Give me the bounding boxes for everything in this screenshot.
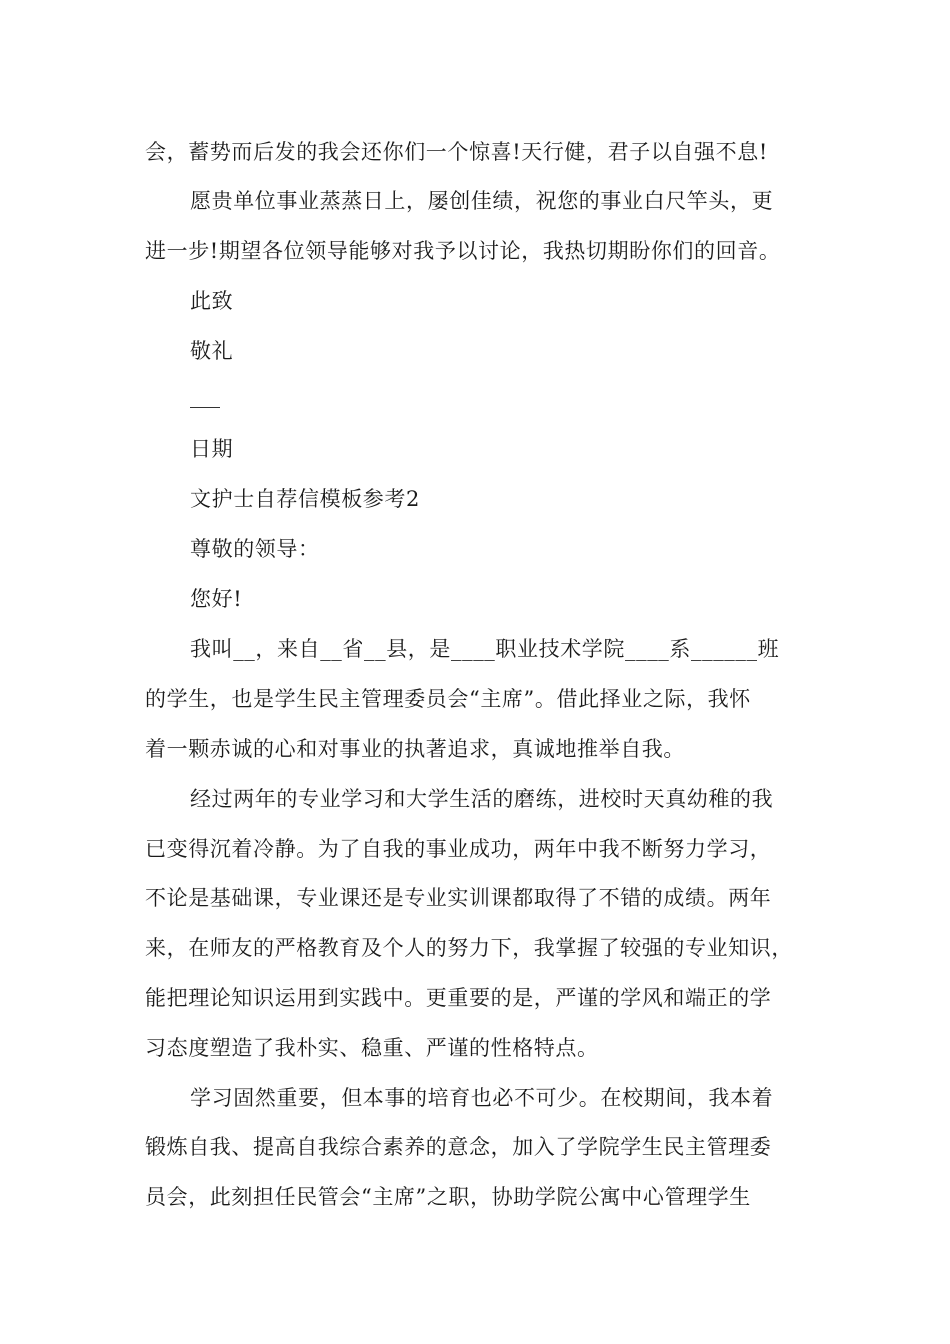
text-line: 我叫__，来自__省__县，是____职业技术学院____系______班 <box>190 637 780 661</box>
text-line: 来，在师友的严格教育及个人的努力下，我掌握了较强的专业知识， <box>145 936 793 960</box>
text-line: 愿贵单位事业蒸蒸日上，屡创佳绩，祝您的事业白尺竿头，更 <box>190 189 774 213</box>
closing-salutation: 此致 <box>190 289 234 313</box>
signature-blank-line <box>190 407 220 408</box>
text-line: 已变得沉着冷静。为了自我的事业成功，两年中我不断努力学习， <box>145 837 772 861</box>
date-label: 日期 <box>190 437 234 461</box>
text-line: 着一颗赤诚的心和对事业的执著追求，真诚地推举自我。 <box>145 737 685 761</box>
section-title: 文护士自荐信模板参考2 <box>190 487 420 511</box>
text-line: 锻炼自我、提高自我综合素养的意念，加入了学院学生民主管理委 <box>145 1135 772 1159</box>
text-line: 学习固然重要，但本事的培育也必不可少。在校期间，我本着 <box>190 1086 774 1110</box>
closing-regards: 敬礼 <box>190 339 234 363</box>
greeting: 尊敬的领导： <box>190 537 320 561</box>
text-line: 能把理论知识运用到实践中。更重要的是，严谨的学风和端正的学 <box>145 986 772 1010</box>
text-line: 的学生，也是学生民主管理委员会“主席”。借此择业之际，我怀 <box>145 687 751 711</box>
text-line: 员会，此刻担任民管会“主席”之职，协助学院公寓中心管理学生 <box>145 1185 751 1209</box>
text-line: 经过两年的专业学习和大学生活的磨练，进校时天真幼稚的我 <box>190 787 774 811</box>
text-line: 进一步!期望各位领导能够对我予以讨论，我热切期盼你们的回音。 <box>145 239 781 263</box>
text-line: 习态度塑造了我朴实、稳重、严谨的性格特点。 <box>145 1036 599 1060</box>
text-line: 不论是基础课，专业课还是专业实训课都取得了不错的成绩。两年 <box>145 886 772 910</box>
text-line: 会，蓄势而后发的我会还你们一个惊喜!天行健，君子以自强不息! <box>145 140 768 164</box>
greeting-hello: 您好! <box>190 587 243 611</box>
